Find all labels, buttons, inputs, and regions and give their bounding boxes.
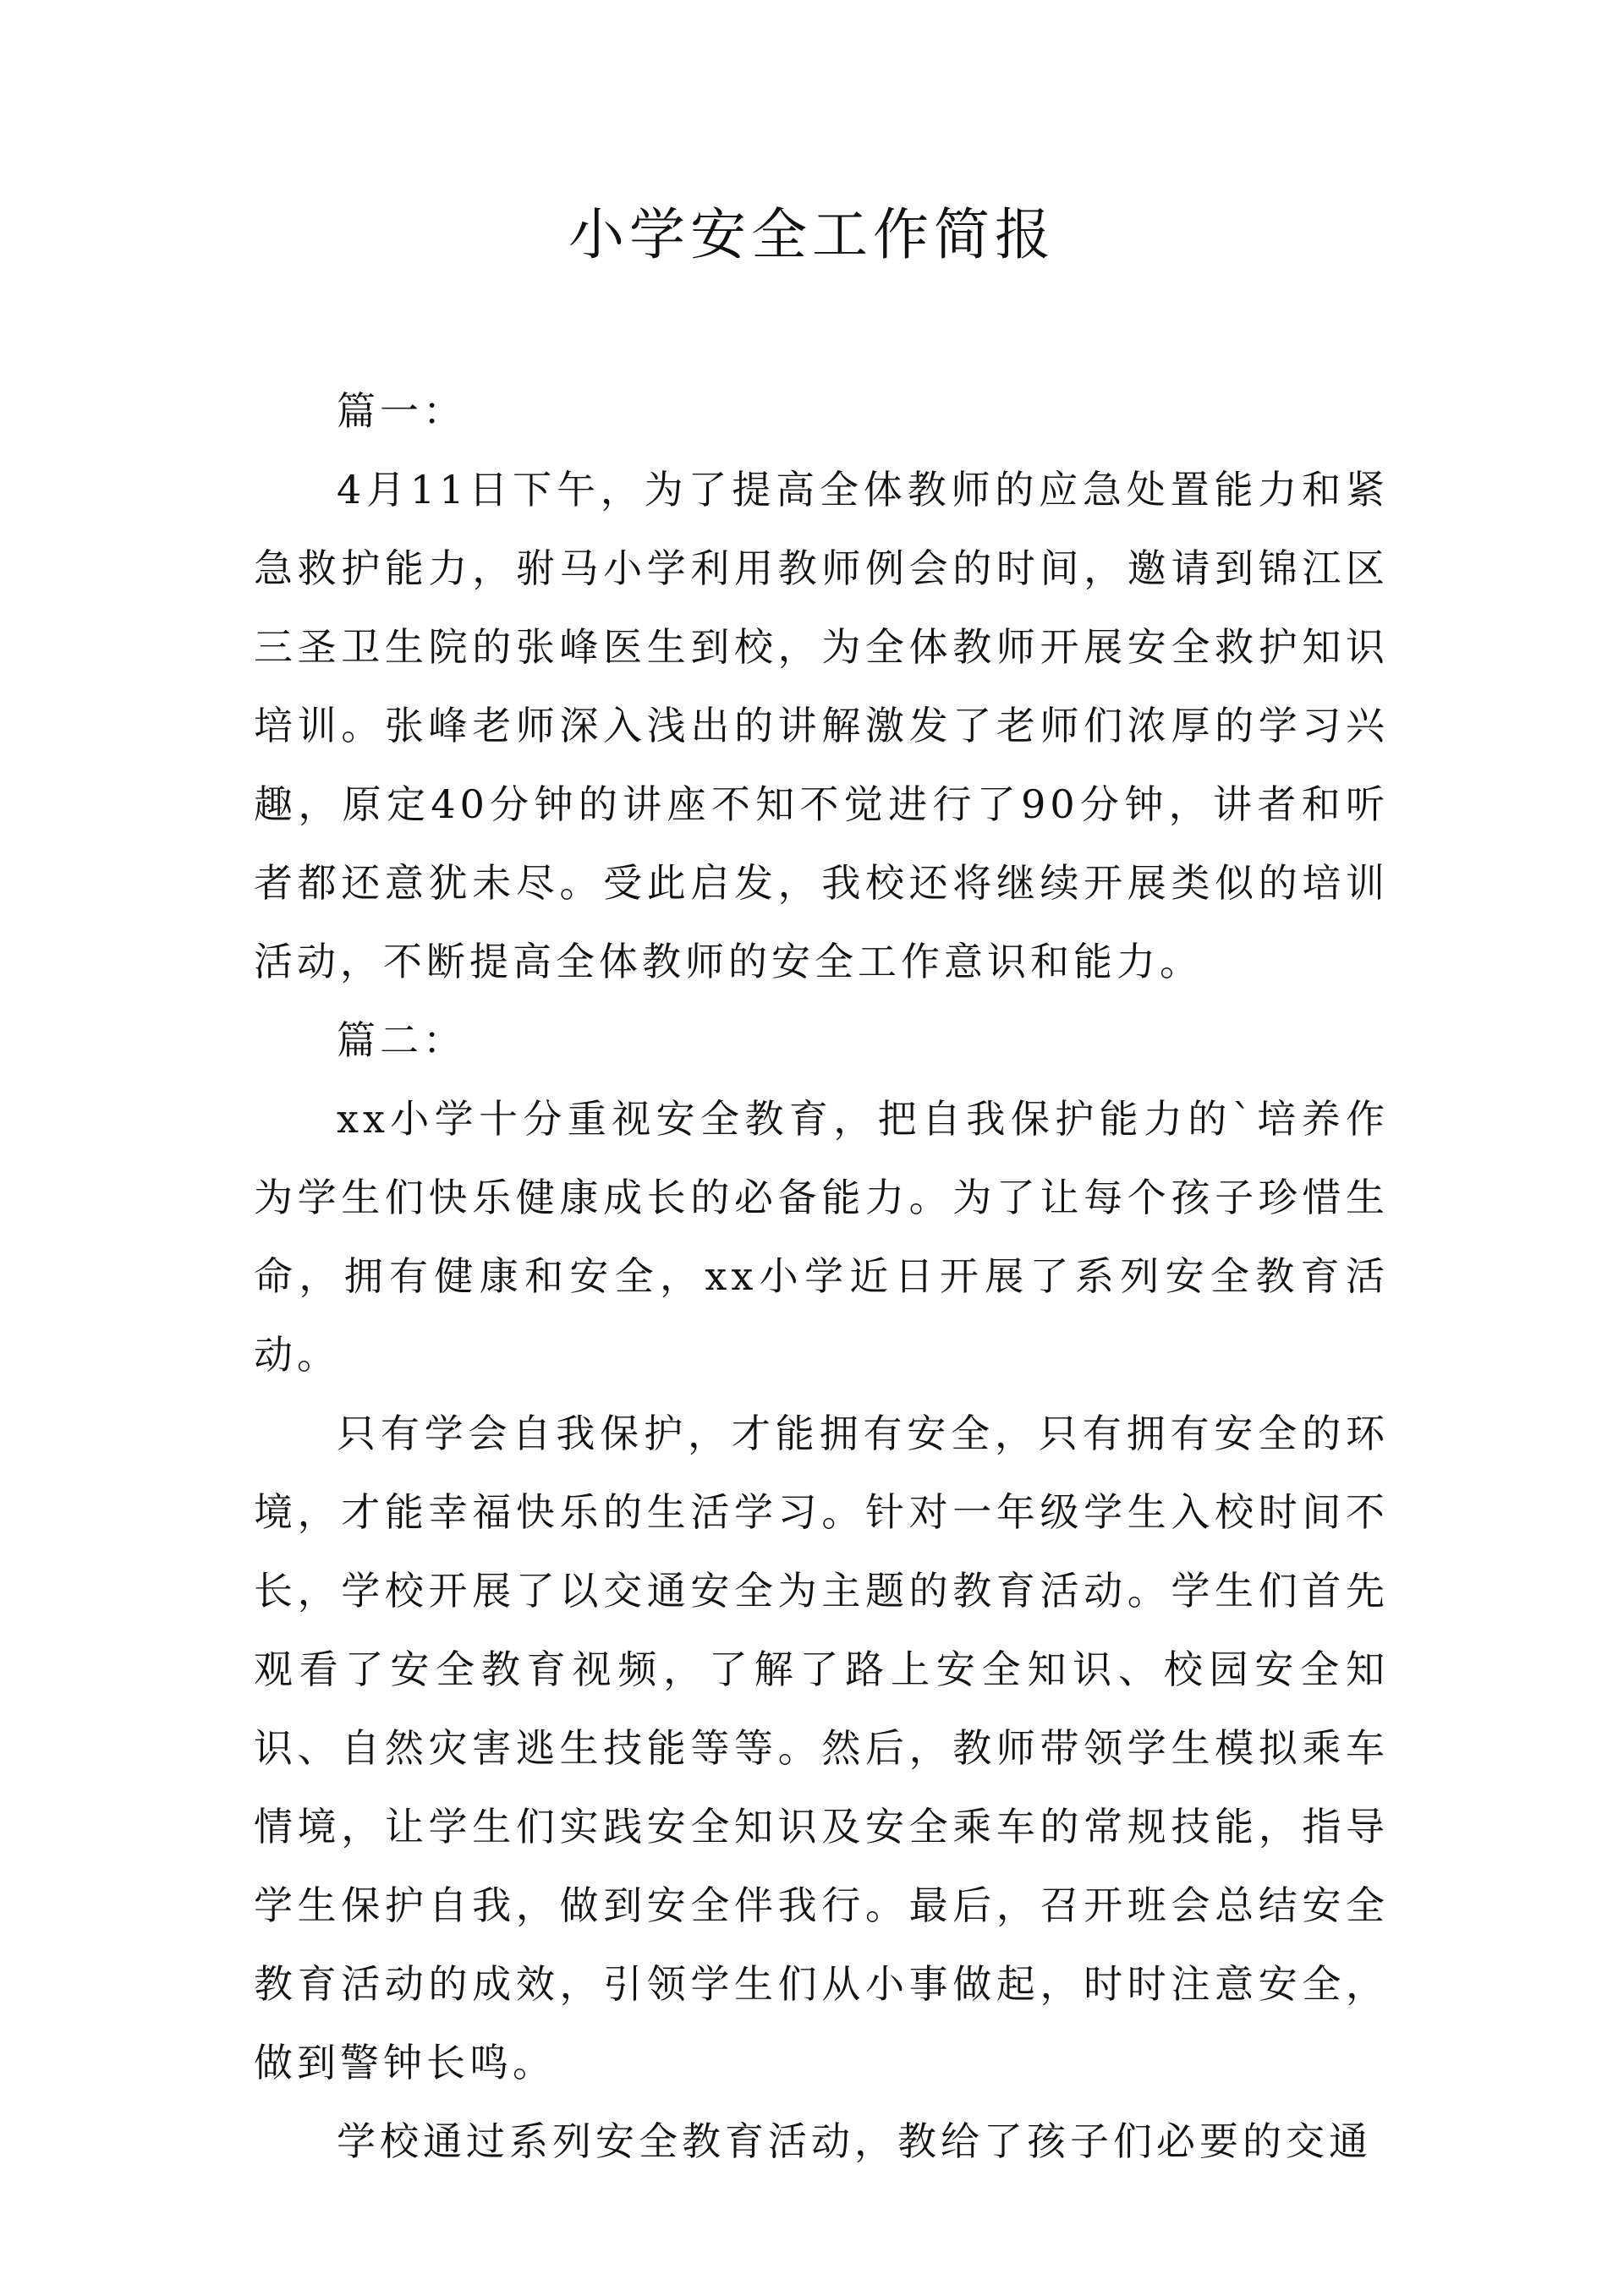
document-body [254,372,1389,2181]
section-1-paragraph-1: 4月11日下午，为了提高全体教师的应急处置能力和紧急救护能力，驸马小学利用教师例会的时间，邀请到锦江区三圣卫生院的张峰医生到校，为全体教师开展安全救护知识培训。张峰老师深入浅出的讲解激发了老师们浓厚的学习兴趣，原定40分钟的讲座不知不觉进行了90分钟，讲者和听者都还意犹未尽。受此启发，我校还将继续开展类似的培训活动，不断提高全体教师的安全工作意识和能力。 [254,467,1389,984]
section-2 [254,1001,1389,2181]
section-1-label: 篇一： [337,388,466,434]
section-2-paragraph-3: 学校通过系列安全教育活动，教给了孩子们必要的交通 [337,2118,1372,2164]
section-1 [254,372,1389,1001]
section-2-paragraph-2: 只有学会自我保护，才能拥有安全，只有拥有安全的环境，才能幸福快乐的生活学习。针对一年级学生入校时间不长，学校开展了以交通安全为主题的教育活动。学生们首先观看了安全教育视频，了解了路上安全知识、校园安全知识、自然灾害逃生技能等等。然后，教师带领学生模拟乘车情境，让学生们实践安全知识及安全乘车的常规技能，指导学生保护自我，做到安全伴我行。最后，召开班会总结安全教育活动的成效，引领学生们从小事做起，时时注意安全，做到警钟长鸣。 [254,1411,1389,2085]
document-title: 小学安全工作简报 [568,202,1056,267]
section-2-label: 篇二： [337,1017,466,1063]
section-2-paragraph-1: xx小学十分重视安全教育，把自我保护能力的`培养作为学生们快乐健康成长的必备能力。为了让每个孩子珍惜生命，拥有健康和安全，xx小学近日开展了系列安全教育活动。 [254,1096,1389,1378]
